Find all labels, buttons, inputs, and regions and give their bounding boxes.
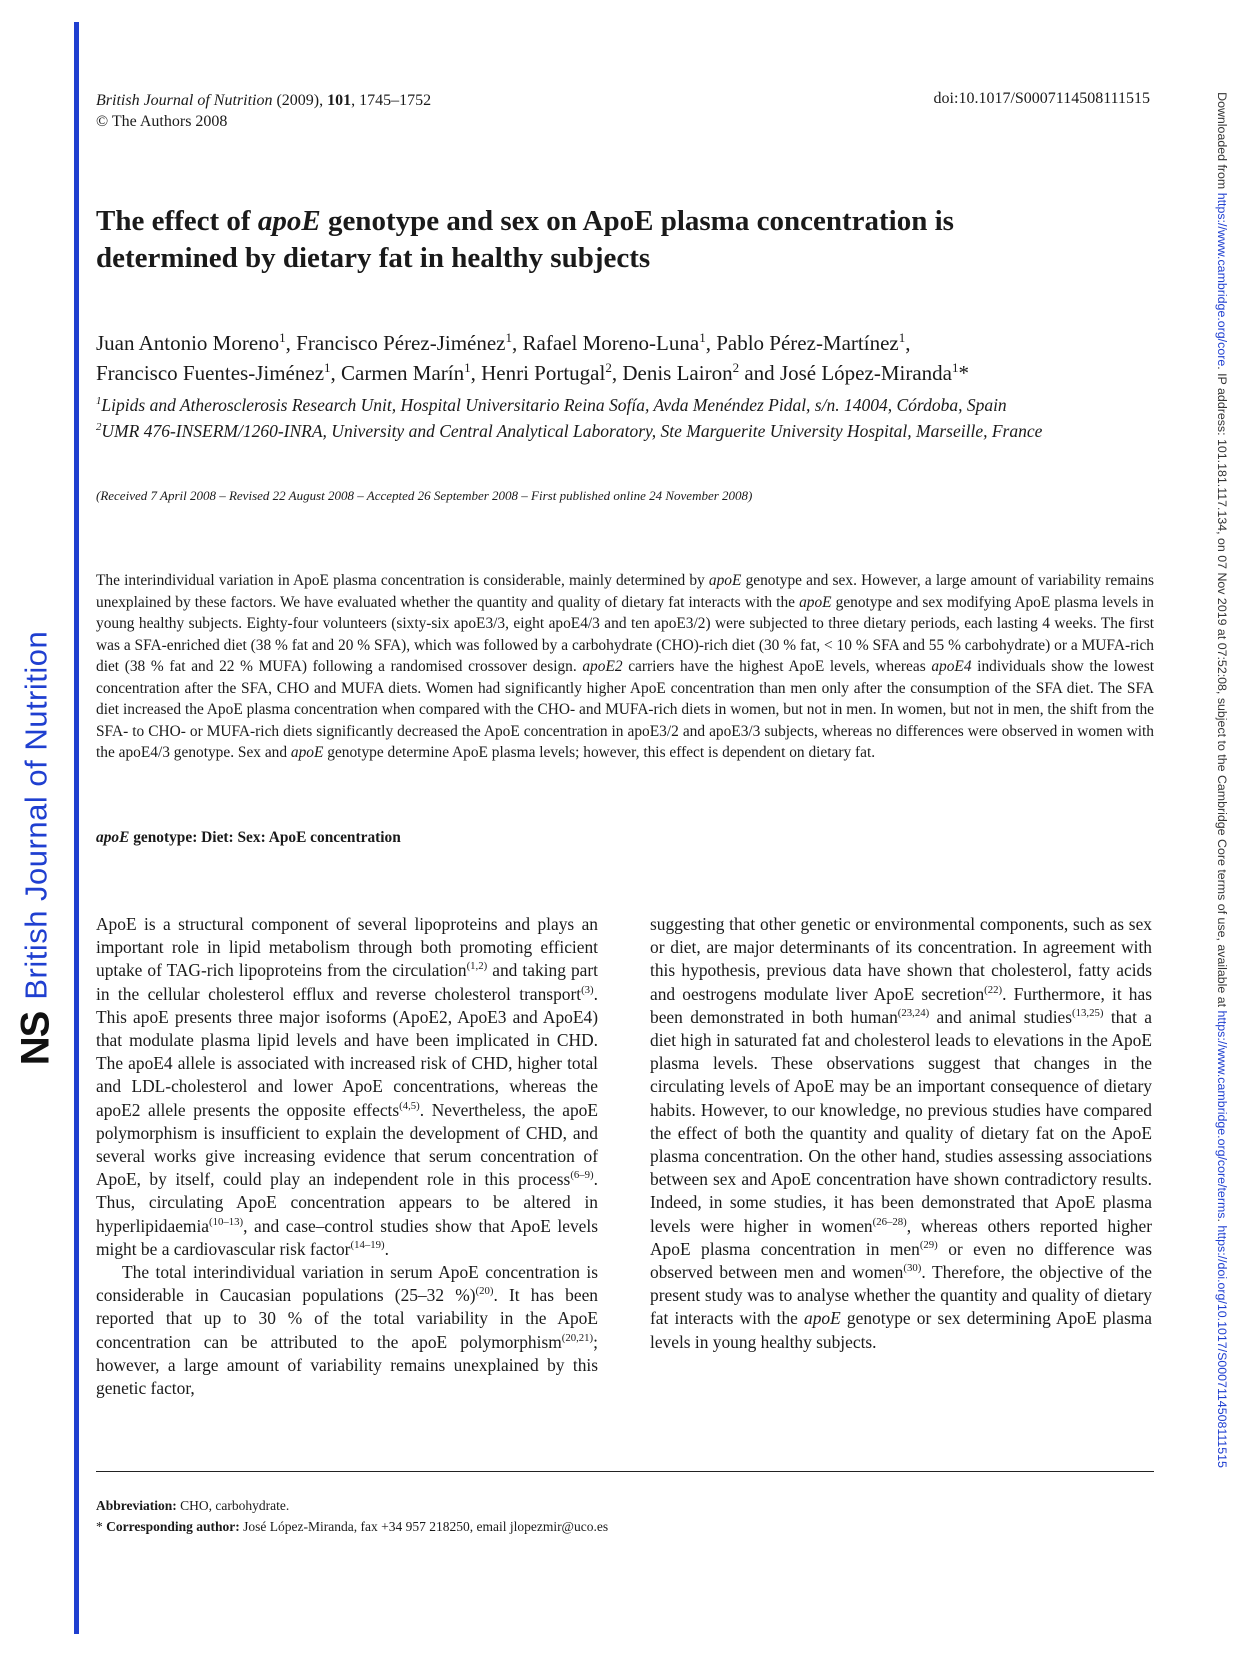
paragraph: The total interindividual variation in serum ApoE concentration is considerable in Caucasian populations (25–32 %)$^{(20)}$. It has been reported that up to 30 % of the total variability in the ApoE concentration can be attributed to the apoE polymorphism$^{(20,21)}$; however, a large amount of variability remains unexplained by this genetic factor, <box>96 1262 598 1399</box>
journal-side-name: British Journal of Nutrition <box>18 630 53 1000</box>
author: Carmen Marín <box>341 361 465 385</box>
paragraph: suggesting that other genetic or environmental components, such as sex or diet, are major determinants of its concentration. In agreement with this hypothesis, previous data have shown that cholesterol, fatty acids and oestrogens modulate liver ApoE secretion$^{(22)}$. Furthermore, it has been demonstrated in both human$^{(23,24)}$ and animal studies$^{(13,25)}$ that a diet high in saturated fat and cholesterol leads to elevations in the ApoE plasma levels. These observations suggest that changes in the circulating levels of ApoE may be an important consequence of dietary habits. However, to our knowledge, no previous studies have compared the effect of both the quantity and quality of dietary fat on the ApoE plasma concentration. On the other hand, studies assessing associations between sex and ApoE concentration have shown contradictory results. Indeed, in some studies, it has been demonstrated that ApoE plasma levels were higher in women$^{(26-28)}$, whereas others reported higher ApoE plasma concentration in men$^{(29)}$ or even no difference was observed between men and women$^{(30)}$. Therefore, the objective of the present study was to analyse whether the quantity and quality of dietary fat interacts with the apoE genotype or sex determining ApoE plasma levels in young healthy subjects. <box>650 914 1152 1352</box>
download-note: Downloaded from https://www.cambridge.org/core. IP address: 101.181.117.134, on 07 Nov 2019 at 07:52:08, subject to the Cambridge Core terms of use, available at https://www.cambridge.org/core/terms. https://doi.org/10.1017/S0007114508111515 <box>1215 92 1229 1468</box>
abbreviation-note: Abbreviation: CHO, carbohydrate. <box>96 1498 290 1513</box>
header-journal: British Journal of Nutrition <box>96 92 273 109</box>
header-doi: doi:10.1017/S0007114508111515 <box>933 90 1150 107</box>
affiliation-2: $^2$UMR 476-INSERM/1260-INRA, University and Central Analytical Laboratory, Ste Marguerite University Hospital, Marseille, France <box>96 421 1043 441</box>
journal-side-banner <box>14 631 59 1066</box>
author: José López-Miranda <box>779 361 952 385</box>
journal-accent-bar <box>74 22 79 1634</box>
core-link[interactable]: https://www.cambridge.org/core <box>1215 192 1229 367</box>
received-dates: (Received 7 April 2008 – Revised 22 August 2008 – Accepted 26 September 2008 – First published online 24 November 2008) <box>96 488 753 503</box>
keywords: apoE genotype: Diet: Sex: ApoE concentration <box>96 829 401 846</box>
author: Henri Portugal <box>481 361 606 385</box>
author: Juan Antonio Moreno <box>96 331 280 355</box>
header-volume: 101 <box>327 92 352 109</box>
affiliations <box>96 392 1156 444</box>
body-column-right <box>650 913 1152 1354</box>
author: Francisco Pérez-Jiménez <box>296 331 506 355</box>
author: Francisco Fuentes-Jiménez <box>96 361 325 385</box>
corresponding-author-note: * Corresponding author: José López-Miranda, fax +34 957 218250, email jlopezmir@uco.es <box>96 1519 609 1534</box>
citation-header: British Journal of Nutrition (2009), 101, 1745–1752 © The Authors 2008 <box>96 92 432 130</box>
author: Rafael Moreno-Luna <box>522 331 700 355</box>
paragraph: ApoE is a structural component of several lipoproteins and plays an important role in lipid metabolism through both promoting efficient uptake of TAG-rich lipoproteins from the circulation$^{(1,2)}$ and taking part in the cellular cholesterol efflux and reverse cholesterol transport$^{(3)}$. This apoE presents three major isoforms (ApoE2, ApoE3 and ApoE4) that modulate plasma lipid levels and have been implicated in CHD. The apoE4 allele is associated with increased risk of CHD, higher total and LDL-cholesterol and lower ApoE concentrations, whereas the apoE2 allele presents the opposite effects$^{(4,5)}$. Nevertheless, the apoE polymorphism is insufficient to explain the development of CHD, and several works give increasing evidence that serum concentration of ApoE, by itself, could play an independent role in this process$^{(6-9)}$. Thus, circulating ApoE concentration appears to be altered in hyperlipidaemia$^{(10-13)}$, and case–control studies show that ApoE levels might be a cardiovascular risk factor$^{(14-19)}$. <box>96 914 598 1259</box>
author: Denis Lairon <box>622 361 733 385</box>
ns-logo: NS <box>13 1011 58 1066</box>
doi-link[interactable]: https://doi.org/10.1017/S0007114508111515 <box>1215 1225 1229 1468</box>
copyright: © The Authors 2008 <box>96 113 228 130</box>
author: Pablo Pérez-Martínez <box>716 331 899 355</box>
author-list: Juan Antonio Moreno$^1$, Francisco Pérez-Jiménez$^1$, Rafael Moreno-Luna$^1$, Pablo Pérez-Martínez$^1$, Francisco Fuentes-Jiménez$^1$, Carmen Marín$^1$, Henri Portugal$^2$, Denis Lairon$^2$ and José López-Miranda$^1$* <box>96 330 969 385</box>
footnote-divider <box>96 1471 1154 1472</box>
body-column-left <box>96 913 598 1400</box>
terms-link[interactable]: https://www.cambridge.org/core/terms <box>1215 1010 1229 1219</box>
page-title: The effect of apoE genotype and sex on ApoE plasma concentration is determined by dietary fat in healthy subjects <box>96 205 954 274</box>
affiliation-1: $^1$Lipids and Atherosclerosis Research Unit, Hospital Universitario Reina Sofía, Avda Menéndez Pidal, s/n. 14004, Córdoba, Spain <box>96 395 1007 415</box>
abstract: The interindividual variation in ApoE plasma concentration is considerable, mainly determined by apoE genotype and sex. However, a large amount of variability remains unexplained by these factors. We have evaluated whether the quantity and quality of dietary fat interacts with the apoE genotype and sex modifying ApoE plasma levels in young healthy subjects. Eighty-four volunteers (sixty-six apoE3/3, eight apoE4/3 and ten apoE3/2) were subjected to three dietary periods, each lasting 4 weeks. The first was a SFA-enriched diet (38 % fat and 20 % SFA), which was followed by a carbohydrate (CHO)-rich diet (30 % fat, < 10 % SFA and 55 % carbohydrate) or a MUFA-rich diet (38 % fat and 22 % MUFA) following a randomised crossover design. apoE2 carriers have the highest ApoE levels, whereas apoE4 individuals show the lowest concentration after the SFA, CHO and MUFA diets. Women had significantly higher ApoE concentration than men only after the consumption of the SFA diet. The SFA diet increased the ApoE plasma concentration when compared with the CHO- and MUFA-rich diets in women, but not in men. In women, but not in men, the shift from the SFA- to CHO- or MUFA-rich diets significantly decreased the ApoE concentration in apoE3/2 and apoE3/3 subjects, whereas no differences were observed in women with the apoE4/3 genotype. Sex and apoE genotype determine ApoE plasma levels; however, this effect is dependent on dietary fat. <box>96 572 1155 761</box>
footnotes <box>96 1495 608 1537</box>
